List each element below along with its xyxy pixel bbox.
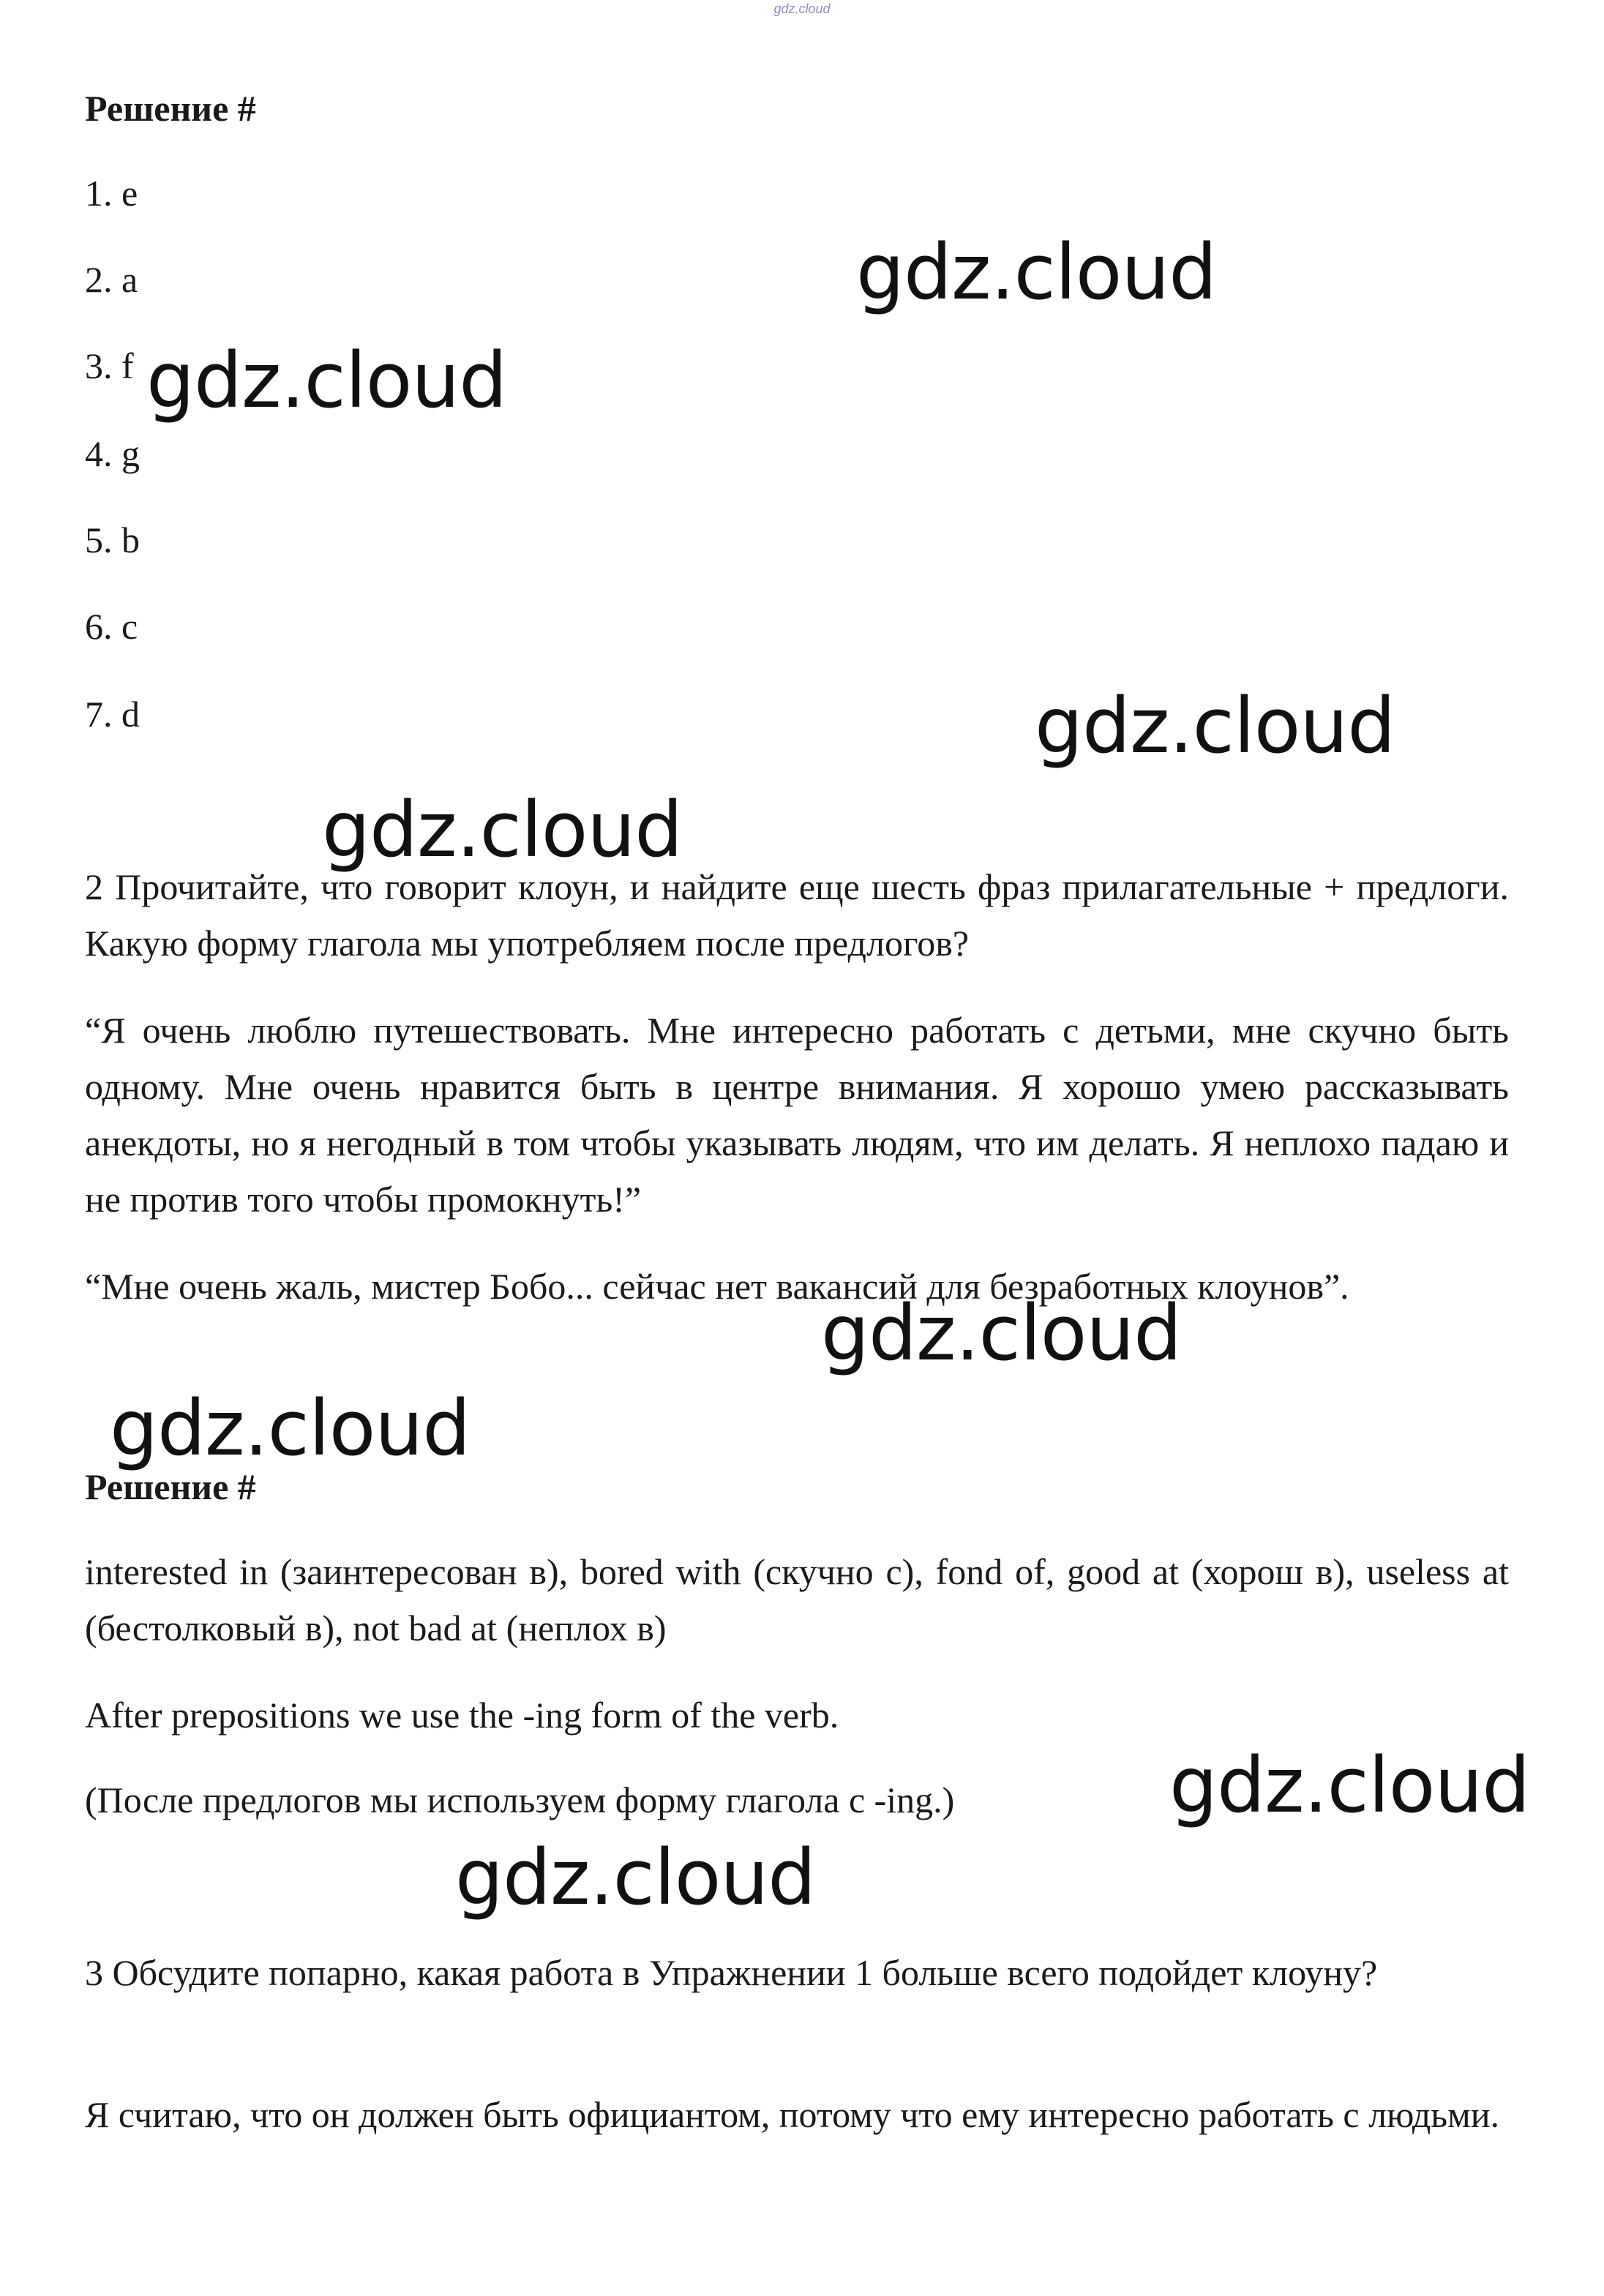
rule-english: After prepositions we use the -ing form of the verb. <box>85 1695 839 1736</box>
solution-heading-1: Решение # <box>85 88 256 129</box>
watermark: gdz.cloud <box>322 785 683 874</box>
watermark: gdz.cloud <box>1169 1741 1530 1830</box>
answer-item-6: 6. c <box>85 606 138 647</box>
watermark: gdz.cloud <box>110 1384 471 1473</box>
answer-item-5: 5. b <box>85 519 140 560</box>
watermark: gdz.cloud <box>455 1833 816 1922</box>
watermark: gdz.cloud <box>856 228 1217 317</box>
solution-heading-2: Решение # <box>85 1466 256 1507</box>
reply-quote: “Мне очень жаль, мистер Бобо... сейчас нет вакансий для безработных клоунов”. <box>85 1266 1349 1307</box>
answer-item-1: 1. e <box>85 173 138 214</box>
answer-item-2: 2. a <box>85 259 138 300</box>
task-2-prompt: 2 Прочитайте, что говорит клоун, и найдите еще шесть фраз прилагательные + предлоги. Какую форму глагола мы употребляем после предлогов? <box>85 866 1509 964</box>
header-watermark: gdz.cloud <box>773 1 831 16</box>
task-3-answer: Я считаю, что он должен быть официантом, потому что ему интересно работать с людьми. <box>85 2094 1499 2135</box>
watermark: gdz.cloud <box>1035 681 1395 770</box>
task-3-prompt: 3 Обсудите попарно, какая работа в Упражнении 1 больше всего подойдет клоуну? <box>85 1952 1378 1993</box>
answer-item-4: 4. g <box>85 433 140 474</box>
answer-item-3: 3. f <box>85 345 134 386</box>
watermark: gdz.cloud <box>821 1288 1182 1378</box>
solution-2-answer: interested in (заинтересован в), bored with (скучно с), fond of, good at (хорош в), useless at (бестолковый в), not bad at (неплох в) <box>85 1551 1509 1648</box>
answer-item-7: 7. d <box>85 694 140 735</box>
rule-russian: (После предлогов мы используем форму глагола с -ing.) <box>85 1779 955 1820</box>
clown-quote: “Я очень люблю путешествовать. Мне интересно работать с детьми, мне скучно быть одному. Мне очень нравится быть в центре внимания. Я хорошо умею рассказывать анекдоты, но я негодный в том чтобы указывать людям, что им делать. Я неплохо падаю и не против того чтобы промокнуть!” <box>85 1010 1509 1220</box>
watermark: gdz.cloud <box>146 336 507 425</box>
